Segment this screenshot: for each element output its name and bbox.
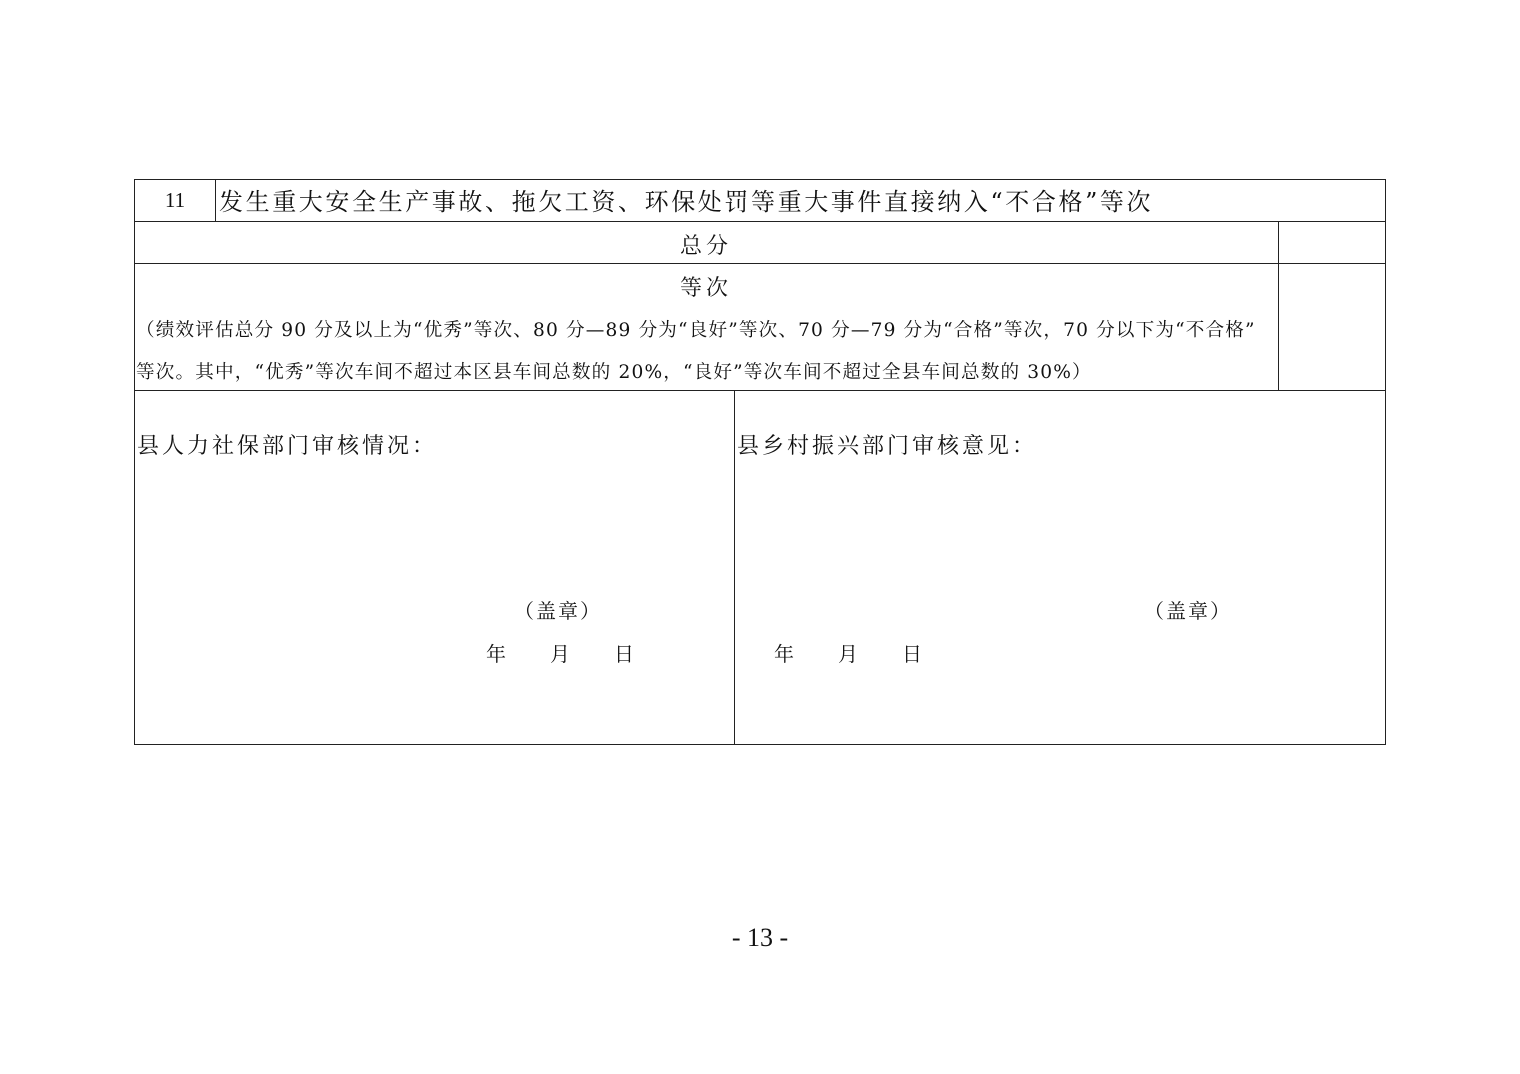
month-label: 月 — [550, 642, 570, 666]
total-score-label: 总分 — [679, 234, 732, 259]
column-divider — [734, 390, 735, 745]
rural-review-title: 县乡村振兴部门审核意见： — [737, 434, 1038, 459]
hr-date-line — [486, 644, 646, 668]
page-number: - 13 - — [731, 923, 789, 952]
rural-date-line — [774, 644, 934, 668]
grade-note-line-2: 等次。其中，“优秀”等次车间不超过本区县车间总数的 20%，“良好”等次车间不超过全县车间总数的 30%） — [136, 362, 1092, 383]
rural-seal-label: （盖章） — [1144, 599, 1232, 623]
grade-note-line-1: （绩效评估总分 90 分及以上为“优秀”等次、80 分—89 分为“良好”等次、70 分—79 分为“合格”等次，70 分以下为“不合格” — [136, 320, 1256, 341]
row-criterion-text: 发生重大安全生产事故、拖欠工资、环保处罚等重大事件直接纳入“不合格”等次 — [219, 188, 1154, 216]
row-divider — [134, 263, 1386, 264]
year-label: 年 — [486, 642, 506, 666]
row-divider — [134, 221, 1386, 222]
month-label: 月 — [838, 642, 858, 666]
day-label: 日 — [614, 642, 634, 666]
row-divider — [134, 390, 1386, 391]
hr-review-title: 县人力社保部门审核情况： — [137, 434, 438, 459]
grade-label: 等次 — [679, 276, 732, 301]
column-divider — [1278, 221, 1279, 391]
row-number: 11 — [164, 188, 186, 212]
day-label: 日 — [902, 642, 922, 666]
year-label: 年 — [774, 642, 794, 666]
hr-seal-label: （盖章） — [514, 599, 602, 623]
